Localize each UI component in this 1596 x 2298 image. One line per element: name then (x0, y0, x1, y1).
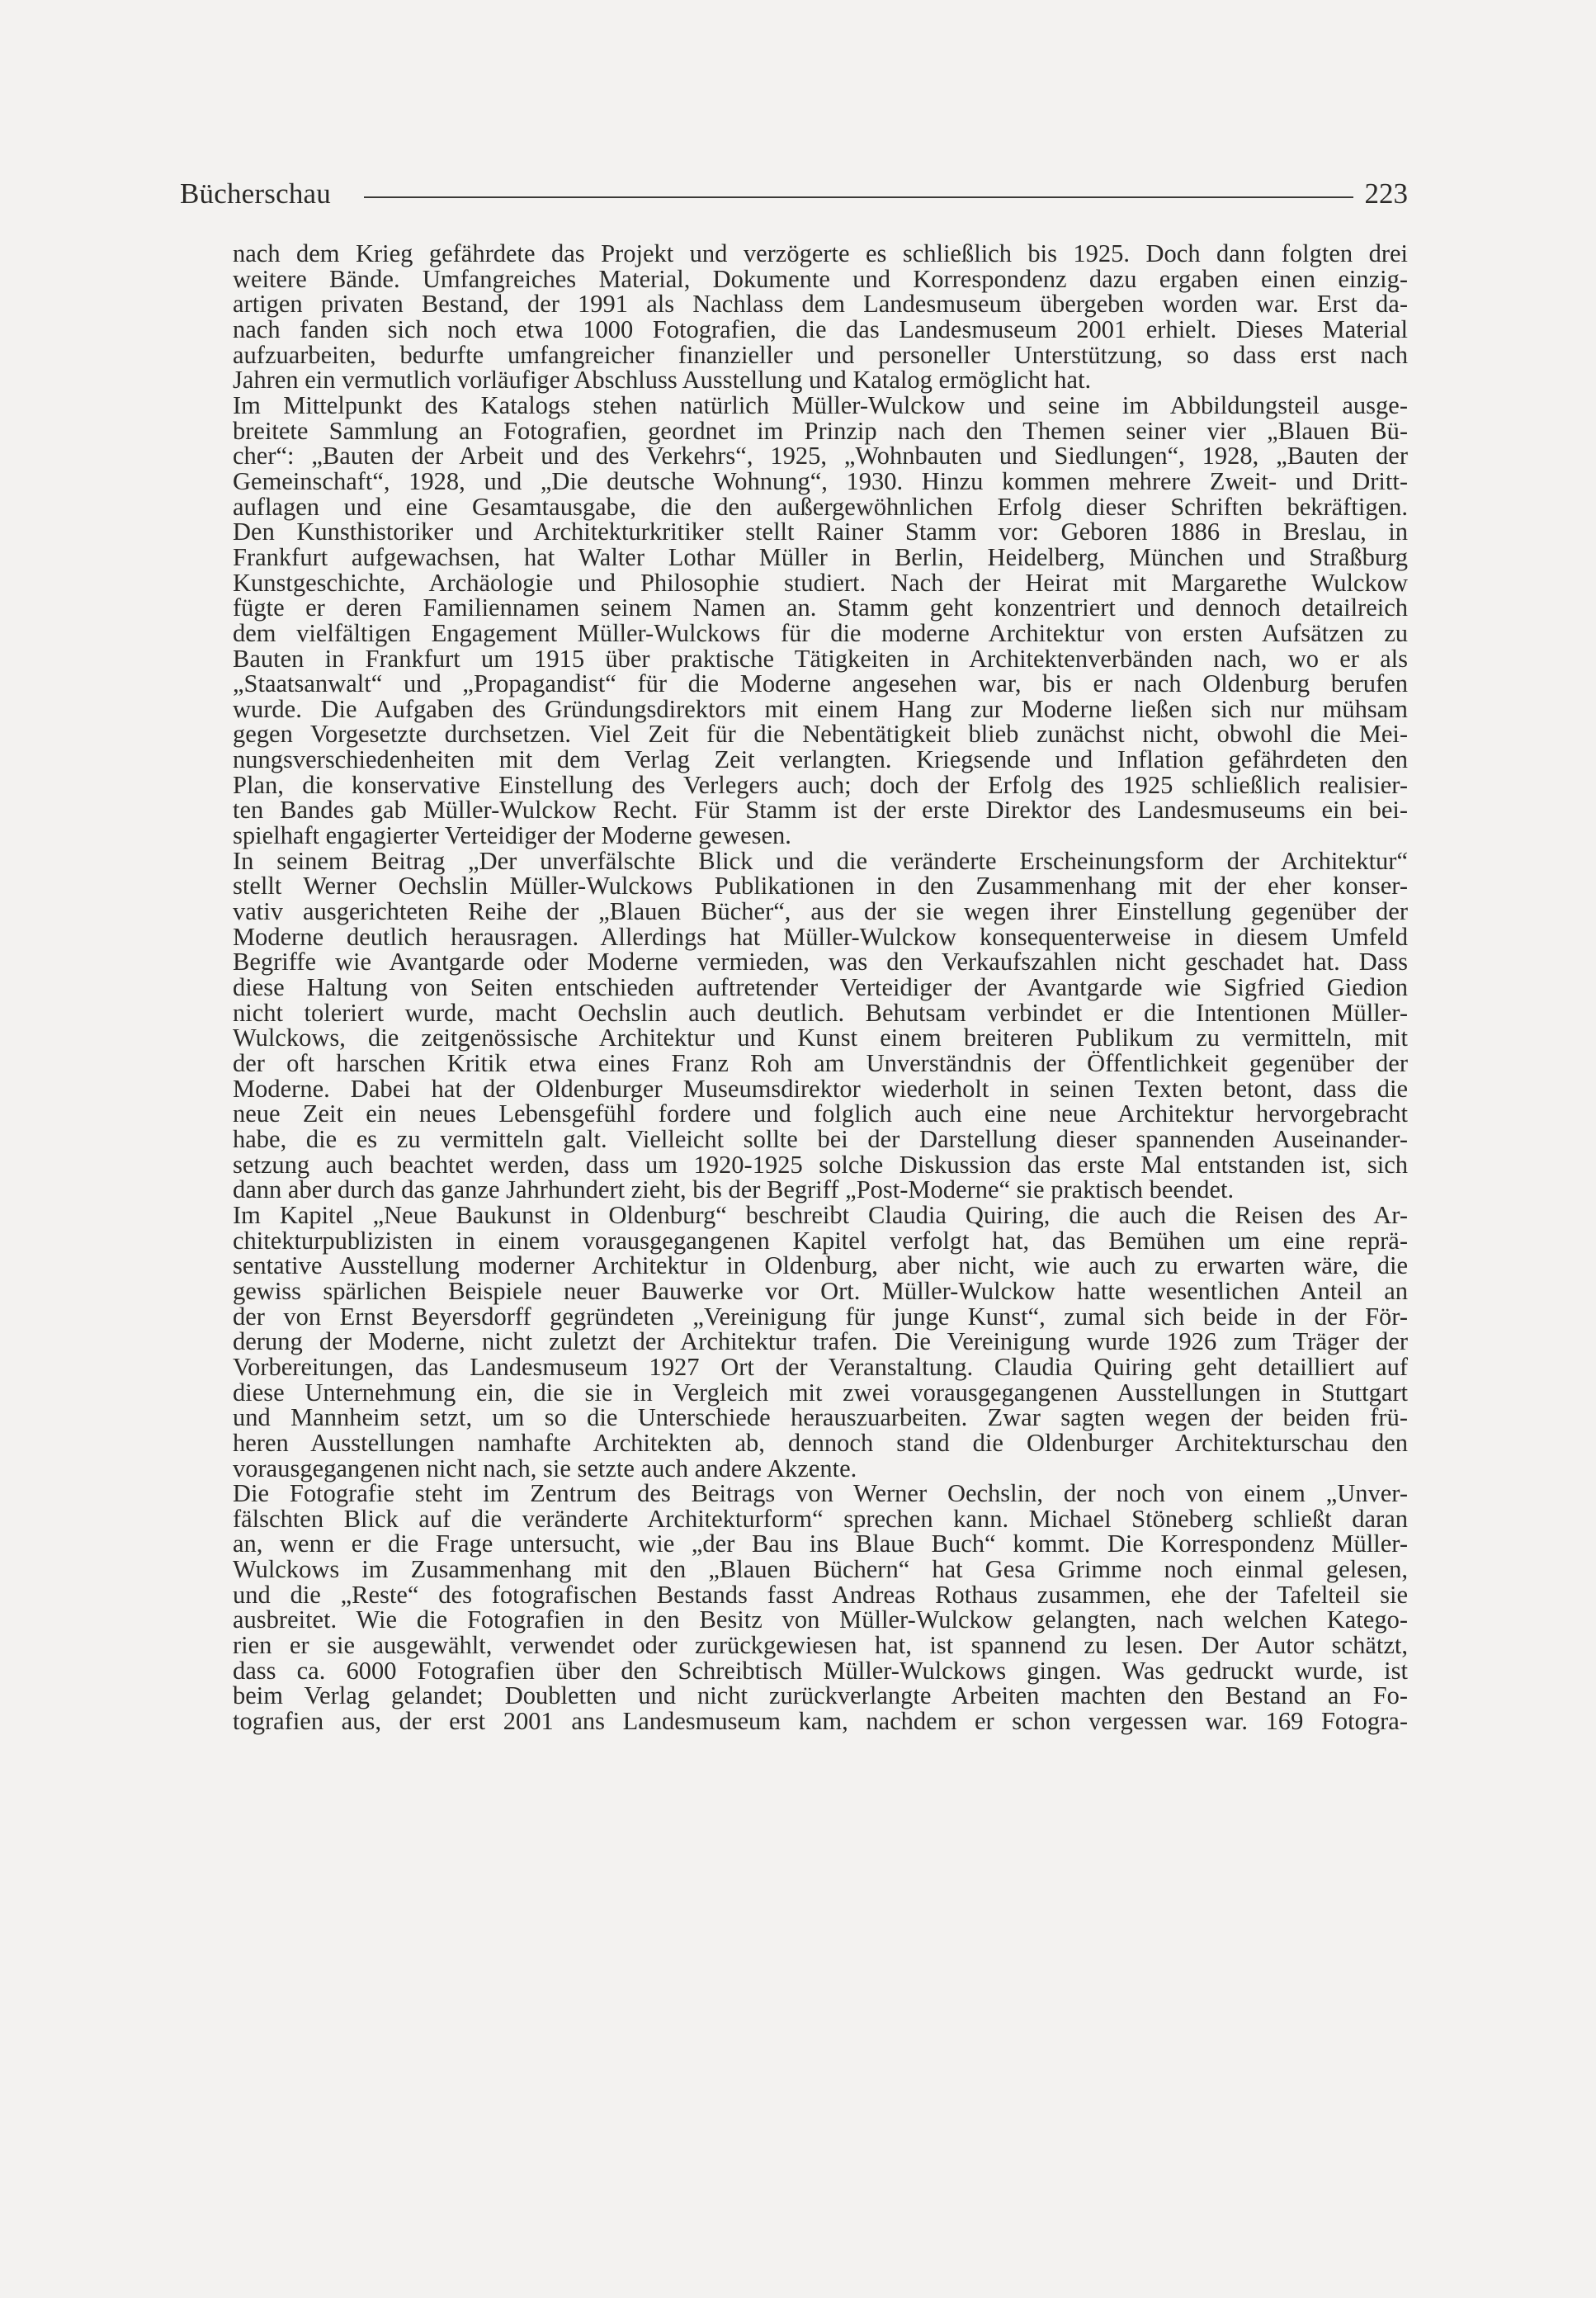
text-line: auflagen und eine Gesamtausgabe, die den außergewöhnlichen Erfolg dieser Schriften bekräftigen. (233, 492, 1408, 521)
text-line: der oft harschen Kritik etwa eines Franz Roh am Unverständnis der Öffentlichkeit gegenüber der (233, 1049, 1408, 1077)
text-line: Die Fotografie steht im Zentrum des Beitrags von Werner Oechslin, der noch von einem „Unver- (233, 1479, 1408, 1508)
text-line: breitete Sammlung an Fotografien, geordnet im Prinzip nach den Themen seiner vier „Blauen Bü- (233, 416, 1408, 445)
text-line: beim Verlag gelandet; Doubletten und nicht zurückverlangte Arbeiten machten den Bestand an Fo- (233, 1681, 1408, 1710)
text-line: weitere Bände. Umfangreiches Material, Dokumente und Korrespondenz dazu ergaben einen einzig- (233, 264, 1408, 293)
text-line: tografien aus, der erst 2001 ans Landesmuseum kam, nachdem er schon vergessen war. 169 Fotogra- (233, 1707, 1408, 1736)
text-line: ausbreitet. Wie die Fotografien in den Besitz von Müller-Wulckow gelangten, nach welchen Katego- (233, 1605, 1408, 1634)
text-line: dass ca. 6000 Fotografien über den Schreibtisch Müller-Wulckows gingen. Was gedruckt wurde, ist (233, 1656, 1408, 1685)
text-line: Wulckows im Zusammenhang mit den „Blauen Büchern“ hat Gesa Grimme noch einmal gelesen, (233, 1555, 1408, 1584)
section-title: Bücherschau (180, 177, 331, 210)
text-line: Moderne. Dabei hat der Oldenburger Museumsdirektor wiederholt in seinen Texten betont, dass die (233, 1074, 1408, 1103)
text-line: nungsverschiedenheiten mit dem Verlag Zeit verlangten. Kriegsende und Inflation gefährdeten den (233, 745, 1408, 774)
text-line: aufzuarbeiten, bedurfte umfangreicher finanzieller und personeller Unterstützung, so dass erst nach (233, 340, 1408, 369)
text-line: dem vielfältigen Engagement Müller-Wulckows für die moderne Architektur von ersten Aufsätzen zu (233, 618, 1408, 647)
text-line: an, wenn er die Frage untersucht, wie „der Bau ins Blaue Buch“ kommt. Die Korrespondenz Müller- (233, 1530, 1408, 1558)
text-line: habe, die es zu vermitteln galt. Vielleicht sollte bei der Darstellung dieser spannenden Auseinander- (233, 1124, 1408, 1153)
text-line: wurde. Die Aufgaben des Gründungsdirektors mit einem Hang zur Moderne ließen sich nur mühsam (233, 694, 1408, 723)
text-line: dann aber durch das ganze Jahrhundert zieht, bis der Begriff „Post-Moderne“ sie praktisch beendet. (233, 1175, 1235, 1204)
text-line: rien er sie ausgewählt, verwendet oder zurückgewiesen hat, ist spannend zu lesen. Der Autor schätzt, (233, 1631, 1408, 1660)
text-line: In seinem Beitrag „Der unverfälschte Blick und die veränderte Erscheinungsform der Architektur“ (233, 846, 1408, 875)
text-line: Gemeinschaft“, 1928, und „Die deutsche Wohnung“, 1930. Hinzu kommen mehrere Zweit- und Dritt- (233, 466, 1408, 495)
text-line: diese Haltung von Seiten entschieden auftretender Verteidiger der Avantgarde wie Sigfried Giedion (233, 973, 1408, 1002)
text-line: Frankfurt aufgewachsen, hat Walter Lothar Müller in Berlin, Heidelberg, München und Straßburg (233, 542, 1408, 571)
text-line: Im Kapitel „Neue Baukunst in Oldenburg“ beschreibt Claudia Quiring, die auch die Reisen des Ar- (233, 1200, 1408, 1229)
text-line: diese Unternehmung ein, die sie in Vergleich mit zwei vorausgegangenen Ausstellungen in Stuttgart (233, 1378, 1408, 1407)
text-line: nach dem Krieg gefährdete das Projekt und verzögerte es schließlich bis 1925. Doch dann folgten drei (233, 239, 1408, 267)
text-line: heren Ausstellungen namhafte Architekten ab, dennoch stand die Oldenburger Architekturschau den (233, 1428, 1408, 1457)
text-line: Moderne deutlich herausragen. Allerdings hat Müller-Wulckow konsequenterweise in diesem Umfeld (233, 922, 1408, 951)
running-header (180, 165, 1408, 211)
text-line: gegen Vorgesetzte durchsetzen. Viel Zeit für die Nebentätigkeit blieb zunächst nicht, obwohl die Mei- (233, 720, 1408, 749)
text-line: und die „Reste“ des fotografischen Bestands fasst Andreas Rothaus zusammen, ehe der Tafelteil sie (233, 1580, 1408, 1609)
text-line: stellt Werner Oechslin Müller-Wulckows Publikationen in den Zusammenhang mit der eher konser- (233, 872, 1408, 901)
text-line: setzung auch beachtet werden, dass um 1920-1925 solche Diskussion das erste Mal entstanden ist, sich (233, 1150, 1408, 1179)
text-line: fügte er deren Familiennamen seinem Namen an. Stamm geht konzentriert und dennoch detailreich (233, 593, 1408, 622)
text-line: sentative Ausstellung moderner Architektur in Oldenburg, aber nicht, wie auch zu erwarten wäre, die (233, 1251, 1408, 1280)
text-line: gewiss spärlichen Beispiele neuer Bauwerke vor Ort. Müller-Wulckow hatte wesentlichen Anteil an (233, 1276, 1408, 1305)
text-line: der von Ernst Beyersdorff gegründeten „Vereinigung für junge Kunst“, zumal sich beide in der För- (233, 1302, 1408, 1331)
text-line: Kunstgeschichte, Archäologie und Philosophie studiert. Nach der Heirat mit Margarethe Wulckow (233, 568, 1408, 597)
text-line: Wulckows, die zeitgenössische Architektur und Kunst einem breiteren Publikum zu vermitteln, mit (233, 1024, 1408, 1052)
text-line: „Staatsanwalt“ und „Propagandist“ für die Moderne angesehen war, bis er nach Oldenburg berufen (233, 669, 1408, 698)
text-line: vorausgegangenen nicht nach, sie setzte auch andere Akzente. (233, 1454, 857, 1482)
text-line: Bauten in Frankfurt um 1915 über praktische Tätigkeiten in Architektenverbänden nach, wo er als (233, 644, 1408, 673)
header-rule (364, 196, 1353, 198)
text-line: derung der Moderne, nicht zuletzt der Architektur trafen. Die Vereinigung wurde 1926 zum Träger der (233, 1327, 1408, 1356)
text-line: spielhaft engagierter Verteidiger der Moderne gewesen. (233, 821, 791, 850)
body-text (233, 241, 1408, 1734)
text-line: vativ ausgerichteten Reihe der „Blauen Bücher“, aus der sie wegen ihrer Einstellung gegenüber der (233, 897, 1408, 926)
text-line: ten Bandes gab Müller-Wulckow Recht. Für Stamm ist der erste Direktor des Landesmuseums ein bei- (233, 796, 1408, 825)
text-line: Den Kunsthistoriker und Architekturkritiker stellt Rainer Stamm vor: Geboren 1886 in Breslau, in (233, 518, 1408, 546)
page-number: 223 (1364, 177, 1408, 210)
text-line: chitekturpublizisten in einem vorausgegangenen Kapitel verfolgt hat, das Bemühen um eine reprä- (233, 1226, 1408, 1255)
text-line: Plan, die konservative Einstellung des Verlegers auch; doch der Erfolg des 1925 schließlich realisier- (233, 770, 1408, 799)
text-line: Jahren ein vermutlich vorläufiger Abschluss Ausstellung und Katalog ermöglicht hat. (233, 366, 1092, 395)
text-line: cher“: „Bauten der Arbeit und des Verkehrs“, 1925, „Wohnbauten und Siedlungen“, 1928, „Bauten der (233, 442, 1408, 470)
text-line: nicht toleriert wurde, macht Oechslin auch deutlich. Behutsam verbindet er die Intentionen Müller- (233, 998, 1408, 1027)
text-line: Vorbereitungen, das Landesmuseum 1927 Ort der Veranstaltung. Claudia Quiring geht detailliert auf (233, 1352, 1408, 1381)
text-line: Begriffe wie Avantgarde oder Moderne vermieden, was den Verkaufszahlen nicht geschadet hat. Dass (233, 948, 1408, 976)
text-line: fälschten Blick auf die veränderte Architekturform“ sprechen kann. Michael Stöneberg schließt daran (233, 1504, 1408, 1533)
text-line: neue Zeit ein neues Lebensgefühl fordere und folglich auch eine neue Architektur hervorgebracht (233, 1099, 1408, 1128)
text-line: artigen privaten Bestand, der 1991 als Nachlass dem Landesmuseum übergeben worden war. Erst da- (233, 290, 1408, 319)
text-line: und Mannheim setzt, um so die Unterschiede herauszuarbeiten. Zwar sagten wegen der beiden frü- (233, 1403, 1408, 1432)
text-line: nach fanden sich noch etwa 1000 Fotografien, die das Landesmuseum 2001 erhielt. Dieses Material (233, 314, 1408, 343)
text-line: Im Mittelpunkt des Katalogs stehen natürlich Müller-Wulckow und seine im Abbildungsteil ausge- (233, 390, 1408, 419)
